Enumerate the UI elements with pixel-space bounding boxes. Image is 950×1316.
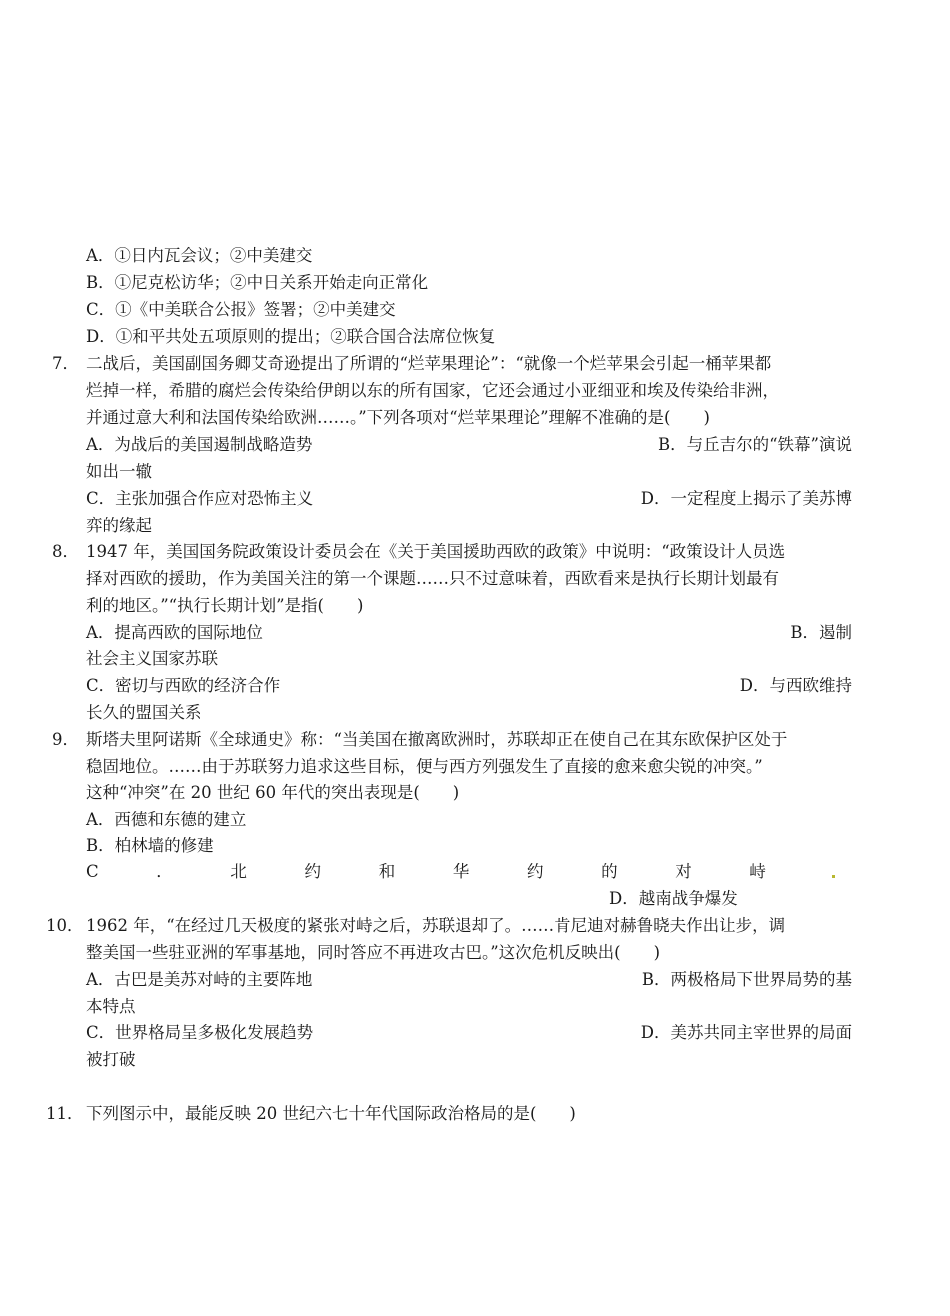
q9-option-c-char: 华: [452, 862, 470, 881]
q9-option-c-char: 约: [304, 862, 322, 881]
q11-number: 11．: [46, 1104, 84, 1123]
q8-option-c: C．密切与西欧的经济合作: [86, 676, 281, 695]
q6-option-d: D．①和平共处五项原则的提出；②联合国合法席位恢复: [86, 327, 496, 346]
q10-option-d-continued: 被打破: [86, 1050, 136, 1069]
q10-option-b-continued: 本特点: [86, 997, 136, 1016]
q9-option-c-char: 的: [601, 862, 618, 881]
q6-option-c: C．①《中美联合公报》签署；②中美建交: [86, 300, 396, 319]
q8-option-d-continued: 长久的盟国关系: [86, 703, 202, 722]
q10-stem-line: 整美国一些驻亚洲的军事基地，同时答应不再进攻古巴。”这次危机反映出( ): [86, 943, 661, 962]
q8-option-b-continued: 社会主义国家苏联: [86, 649, 218, 668]
q7-option-b-continued: 如出一辙: [86, 462, 152, 481]
q8-option-b: B．遏制: [790, 623, 852, 642]
q6-option-a: A．①日内瓦会议；②中美建交: [86, 246, 313, 265]
q9-stem-line: 稳固地位。……由于苏联努力追求这些目标，便与西方列强发生了直接的愈来愈尖锐的冲突。”: [86, 757, 763, 776]
q9-option-c: [86, 861, 766, 883]
q6-option-b: B．①尼克松访华；②中日关系开始走向正常化: [86, 273, 429, 292]
q7-option-c: C．主张加强合作应对恐怖主义: [86, 489, 314, 508]
q9-option-c-char: 和: [378, 862, 396, 881]
q9-option-c-char: 峙: [749, 862, 766, 881]
q10-stem-line: 1962 年，“在经过几天极度的紧张对峙之后，苏联退却了。……肯尼迪对赫鲁晓夫作出让步，调: [86, 916, 786, 935]
q11-stem: 下列图示中，最能反映 20 世纪六七十年代国际政治格局的是( ): [86, 1104, 576, 1123]
q8-option-d: D．与西欧维持: [739, 676, 852, 695]
q7-option-b: B．与丘吉尔的“铁幕”演说: [658, 435, 852, 454]
q9-stem-line: 斯塔夫里阿诺斯《全球通史》称：“当美国在撤离欧洲时，苏联却正在使自己在其东欧保护区处于: [86, 730, 788, 749]
q8-option-a: A．提高西欧的国际地位: [86, 623, 263, 642]
q7-stem-line: 二战后，美国副国务卿艾奇逊提出了所谓的“烂苹果理论”：“就像一个烂苹果会引起一桶苹果都: [86, 354, 772, 373]
q10-option-d: D．美苏共同主宰世界的局面: [640, 1023, 852, 1042]
q7-option-d-continued: 弈的缘起: [86, 516, 152, 535]
q9-option-c-char: 对: [675, 862, 692, 881]
q8-stem-line: 择对西欧的援助，作为美国关注的第一个课题……只不过意味着，西欧看来是执行长期计划最有: [86, 569, 779, 588]
q9-option-c-char: C: [86, 862, 99, 881]
q7-stem-line: 烂掉一样，希腊的腐烂会传染给伊朗以东的所有国家，它还会通过小亚细亚和埃及传染给非洲，: [86, 381, 779, 400]
q9-number: 9．: [52, 730, 79, 749]
q9-option-c-char: 约: [526, 862, 544, 881]
q10-option-b: B．两极格局下世界局势的基: [641, 970, 852, 989]
q7-number: 7．: [52, 354, 79, 373]
q7-option-a: A．为战后的美国遏制战略造势: [86, 435, 313, 454]
q10-option-a: A．古巴是美苏对峙的主要阵地: [86, 970, 313, 989]
q9-stem-line: 这种“冲突”在 20 世纪 60 年代的突出表现是( ): [86, 783, 460, 802]
q7-option-d: D．一定程度上揭示了美苏博: [640, 489, 852, 508]
q7-stem-line: 并通过意大利和法国传染给欧洲……。”下列各项对“烂苹果理论”理解不准确的是( ): [86, 408, 710, 427]
q8-number: 8．: [52, 542, 79, 561]
q9-option-a: A．西德和东德的建立: [86, 810, 247, 829]
q9-option-c-char: ．: [156, 862, 173, 881]
q10-number: 10．: [46, 916, 84, 935]
q9-option-b: B．柏林墙的修建: [86, 836, 214, 855]
q8-stem-line: 利的地区。”“执行长期计划”是指( ): [86, 596, 364, 615]
stray-mark: [832, 875, 835, 878]
q8-stem-line: 1947 年，美国国务院政策设计委员会在《关于美国援助西欧的政策》中说明：“政策设计人员选: [86, 542, 786, 561]
q9-option-c-char: 北: [230, 862, 247, 881]
q10-option-c: C．世界格局呈多极化发展趋势: [86, 1023, 314, 1042]
q9-option-d: D．越南战争爆发: [609, 889, 738, 908]
